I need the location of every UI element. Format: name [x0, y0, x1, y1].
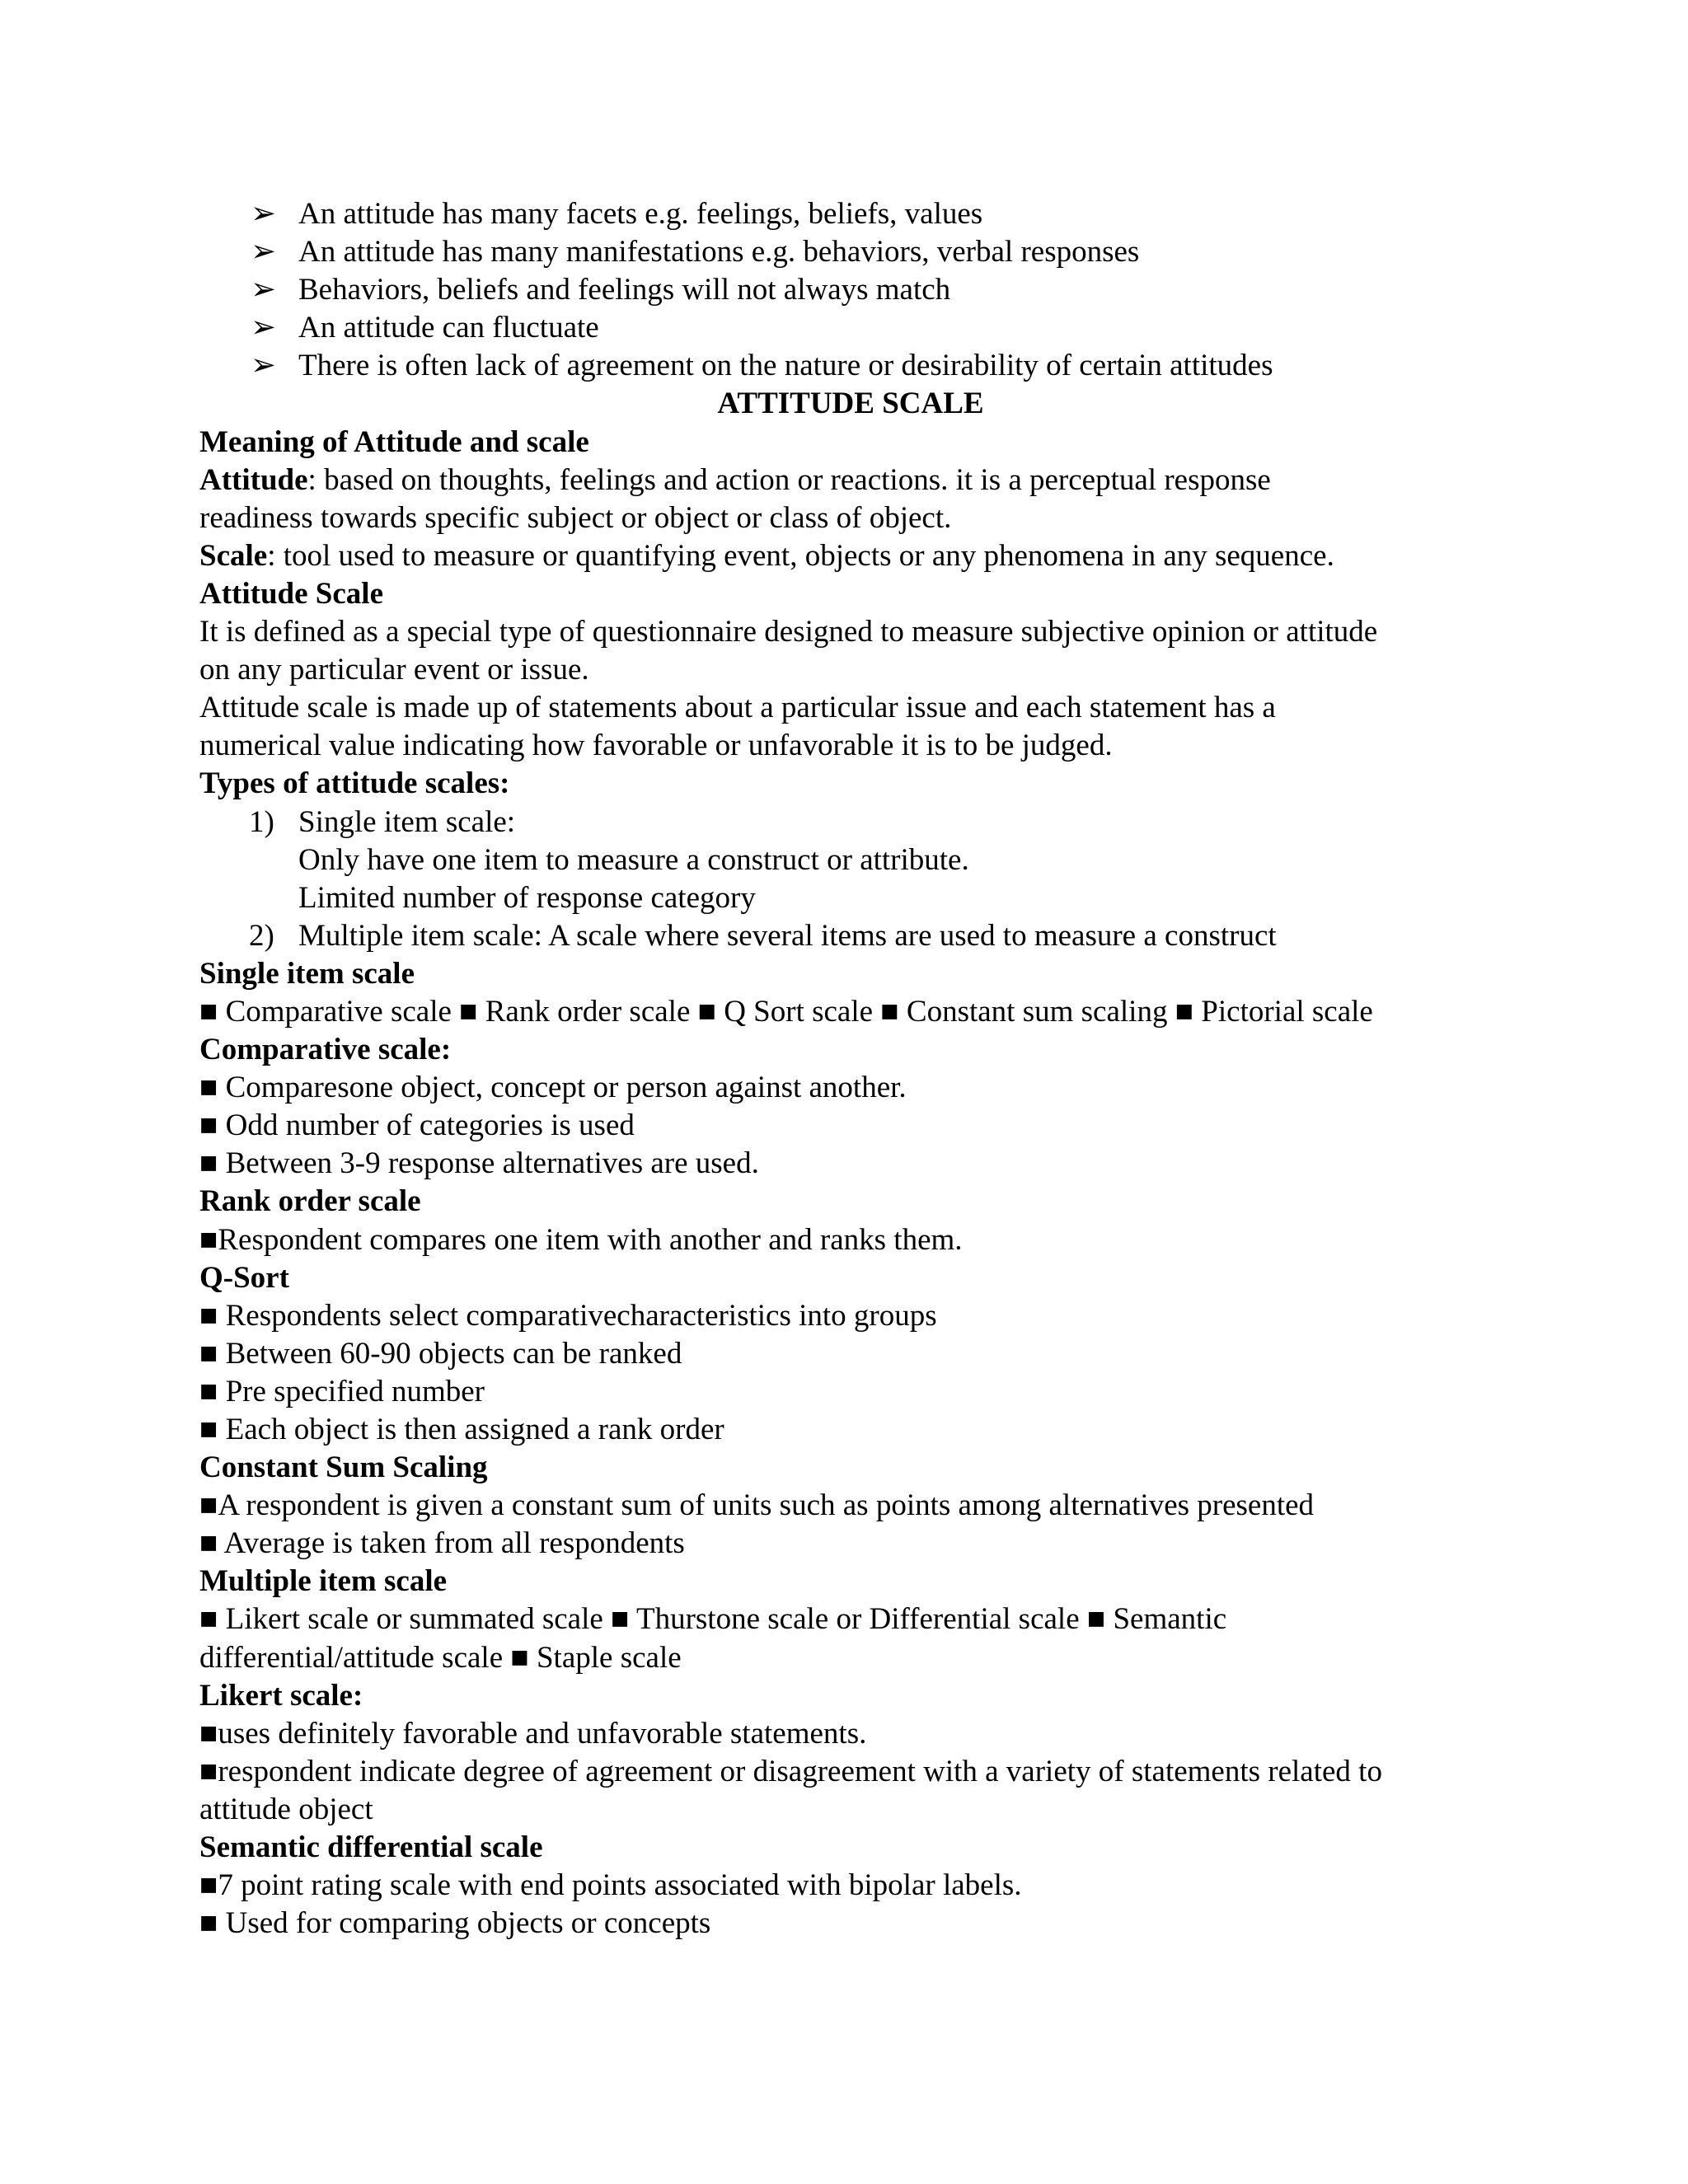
likert-item: ■uses definitely favorable and unfavorable statements. — [199, 1716, 867, 1750]
rank-order-item: ■Respondent compares one item with another and ranks them. — [199, 1222, 963, 1257]
qsort-item: ■ Respondents select comparativecharacteristics into groups — [199, 1298, 937, 1333]
arrow-bullet-list — [199, 195, 1502, 385]
item-number: 1) — [249, 804, 274, 839]
arrow-bullet-item — [199, 233, 1502, 271]
constant-sum-item: ■A respondent is given a constant sum of units such as points among alternatives presented — [199, 1488, 1315, 1523]
single-item-list: ■ Comparative scale ■ Rank order scale ■ Q Sort scale ■ Constant sum scaling ■ Pictorial scale — [199, 994, 1373, 1029]
qsort-item: ■ Each object is then assigned a rank order — [199, 1413, 724, 1446]
multiple-item-line: ■ Likert scale or summated scale ■ Thurstone scale or Differential scale ■ Semantic — [199, 1602, 1227, 1637]
qsort-item: ■ Pre specified number — [199, 1374, 485, 1408]
comparative-item: ■ Between 3-9 response alternatives are used. — [199, 1146, 759, 1181]
arrow-bullet-text: An attitude has many facets e.g. feelings, beliefs, values — [298, 197, 983, 231]
arrow-bullet-icon: ➢ — [251, 273, 277, 307]
multiple-item-line: differential/attitude scale ■ Staple scale — [199, 1640, 682, 1675]
arrow-bullet-icon: ➢ — [251, 349, 277, 383]
comparative-item: ■ Odd number of categories is used — [199, 1108, 635, 1143]
page-title: ATTITUDE SCALE — [717, 387, 984, 421]
likert-item: ■respondent indicate degree of agreement or disagreement with a variety of statements related to — [199, 1754, 1382, 1788]
attitude-definition-continuation: readiness towards specific subject or object or class of object. — [199, 500, 952, 535]
meaning-heading: Meaning of Attitude and scale — [199, 424, 589, 459]
attitude-term: Attitude — [199, 462, 308, 497]
numbered-item-detail: Only have one item to measure a construct or attribute. — [298, 842, 969, 877]
arrow-bullet-item — [199, 309, 1502, 347]
arrow-bullet-text: An attitude has many manifestations e.g. behaviors, verbal responses — [298, 235, 1140, 269]
attitude-scale-heading: Attitude Scale — [199, 576, 383, 611]
numbered-item — [199, 804, 1502, 841]
scale-definition-text: : tool used to measure or quantifying event, objects or any phenomena in any sequence. — [267, 538, 1334, 573]
item-label: Single item scale: — [298, 804, 516, 839]
types-heading: Types of attitude scales: — [199, 766, 510, 801]
likert-item: attitude object — [199, 1792, 373, 1826]
item-number: 2) — [249, 918, 274, 953]
scale-definition-line — [199, 537, 1502, 575]
likert-heading: Likert scale: — [199, 1678, 363, 1713]
constant-sum-heading: Constant Sum Scaling — [199, 1451, 488, 1485]
single-item-heading: Single item scale — [199, 956, 415, 991]
arrow-bullet-item — [199, 271, 1502, 309]
arrow-bullet-icon: ➢ — [251, 197, 277, 231]
multiple-item-heading: Multiple item scale — [199, 1564, 448, 1599]
arrow-bullet-icon: ➢ — [251, 235, 277, 269]
attitude-scale-paragraph-line: Attitude scale is made up of statements about a particular issue and each statement has a — [199, 691, 1276, 725]
constant-sum-item: ■ Average is taken from all respondents — [199, 1526, 685, 1561]
arrow-bullet-text: An attitude can fluctuate — [298, 311, 599, 345]
arrow-bullet-text: Behaviors, beliefs and feelings will not always match — [298, 273, 951, 307]
scale-term: Scale — [199, 538, 268, 573]
qsort-heading: Q-Sort — [199, 1260, 289, 1295]
semantic-differential-item: ■7 point rating scale with end points associated with bipolar labels. — [199, 1868, 1022, 1903]
attitude-definition-line — [199, 462, 1502, 499]
semantic-differential-item: ■ Used for comparing objects or concepts — [199, 1906, 711, 1941]
arrow-bullet-text: There is often lack of agreement on the nature or desirability of certain attitudes — [298, 349, 1273, 383]
comparative-item: ■ Comparesone object, concept or person against another. — [199, 1071, 907, 1105]
attitude-scale-paragraph-line: on any particular event or issue. — [199, 653, 589, 687]
arrow-bullet-item — [199, 195, 1502, 233]
semantic-differential-heading: Semantic differential scale — [199, 1830, 543, 1865]
item-label: Multiple item scale: A scale where several items are used to measure a construct — [298, 918, 1277, 953]
numbered-item — [199, 917, 1502, 955]
attitude-definition-text: : based on thoughts, feelings and action or reactions. it is a perceptual response — [307, 462, 1271, 497]
numbered-item-detail: Limited number of response category — [298, 880, 756, 915]
rank-order-heading: Rank order scale — [199, 1184, 421, 1219]
arrow-bullet-icon: ➢ — [251, 311, 277, 345]
arrow-bullet-item — [199, 347, 1502, 385]
qsort-item: ■ Between 60-90 objects can be ranked — [199, 1336, 682, 1371]
attitude-scale-paragraph-line: numerical value indicating how favorable or unfavorable it is to be judged. — [199, 729, 1113, 763]
document-page — [199, 195, 1502, 1943]
comparative-heading: Comparative scale: — [199, 1033, 452, 1067]
attitude-scale-paragraph-line: It is defined as a special type of questionnaire designed to measure subjective opinion or attitude — [199, 615, 1378, 649]
